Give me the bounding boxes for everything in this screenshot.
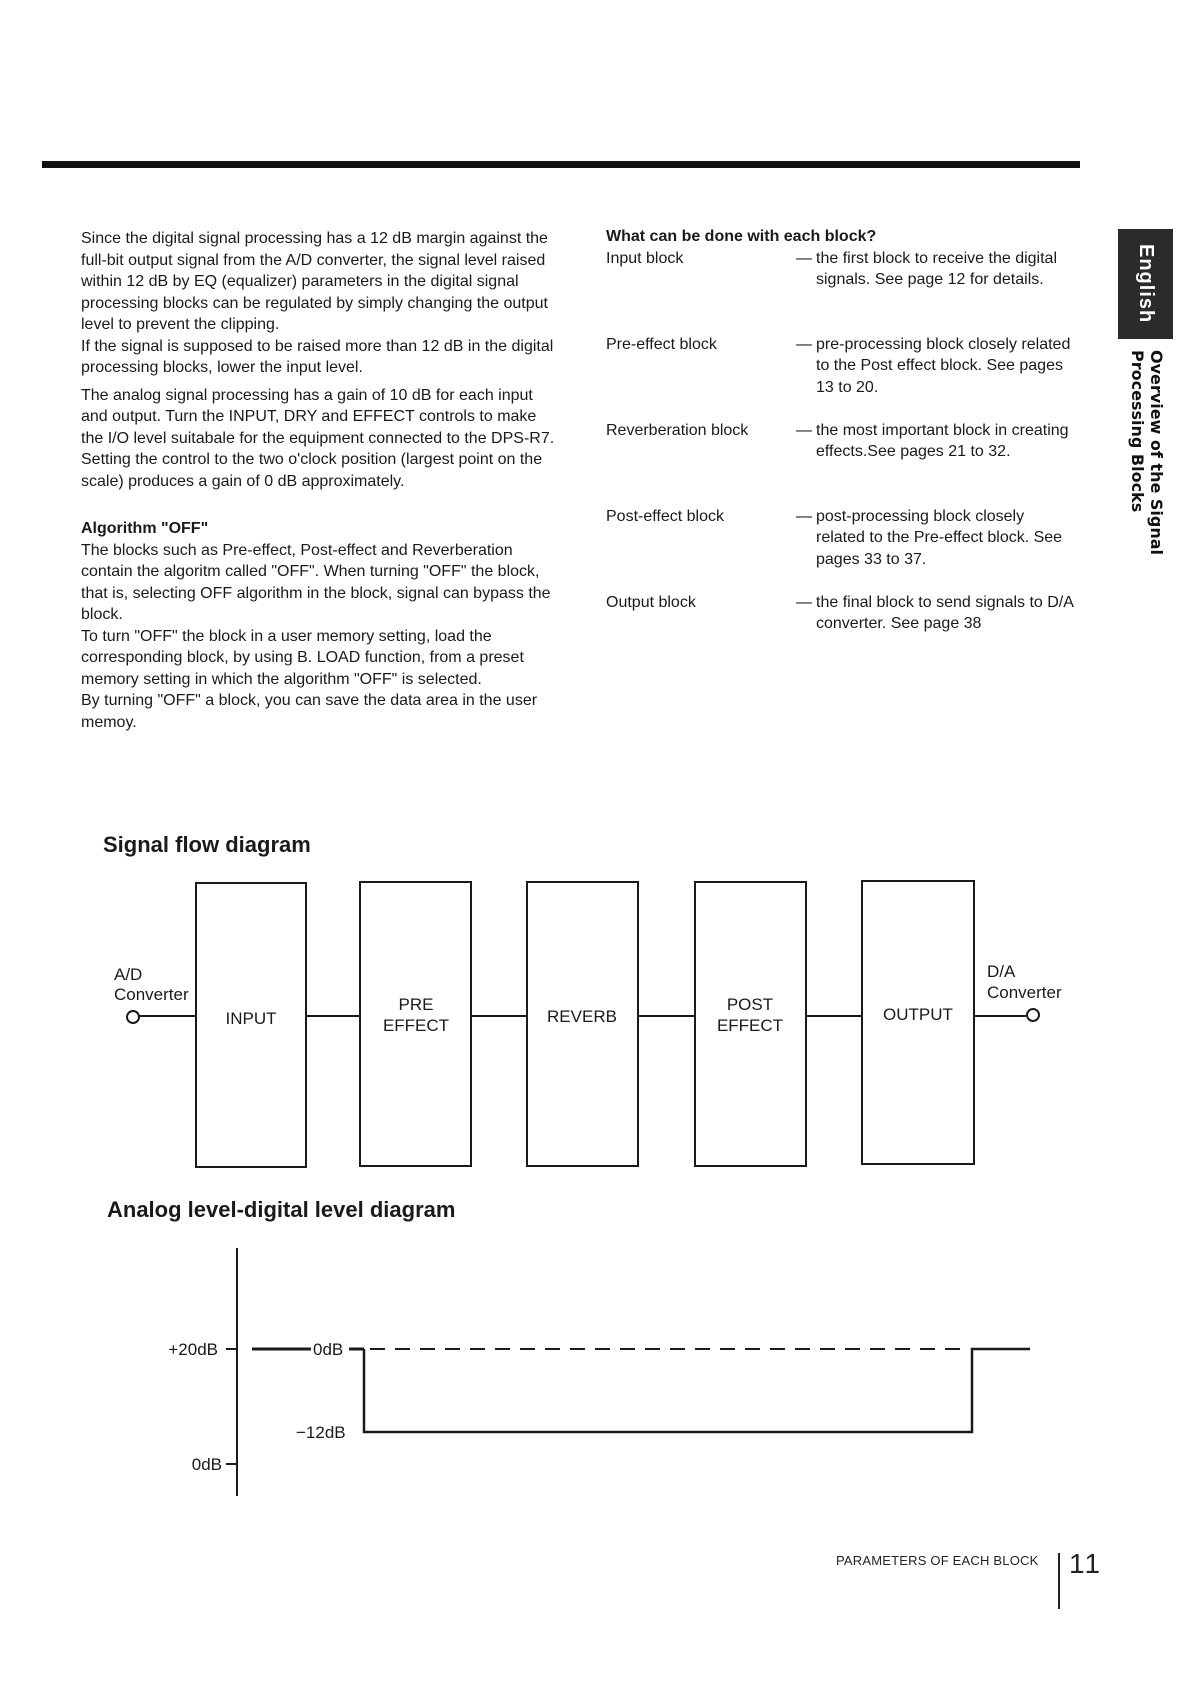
- block-dash: —: [796, 249, 812, 267]
- block-description: the final block to send signals to D/A converter. See page 38: [816, 593, 1074, 632]
- block-dash: —: [796, 421, 812, 439]
- language-tab: English: [1118, 229, 1173, 339]
- block-pre-label-line2: EFFECT: [382, 1016, 450, 1035]
- block-item-input: [606, 248, 1076, 334]
- block-description: post-processing block closely related to the Pre-effect block. See pages 33 to 37.: [816, 507, 1063, 568]
- block-item-post-effect: [606, 506, 1076, 592]
- algorithm-off-paragraph-2: To turn "OFF" the block in a user memory setting, load the corresponding block, by using B. LOAD function, from a preset memory setting in which the algorithm "OFF" is selected.: [81, 627, 524, 688]
- block-output-label: OUTPUT: [883, 1005, 953, 1024]
- algorithm-off-paragraph-3: By turning "OFF" a block, you can save the data area in the user memoy.: [81, 692, 538, 731]
- level-diagram-title: Analog level-digital level diagram: [107, 1197, 456, 1222]
- block-description: pre-processing block closely related to the Post effect block. See pages 13 to 20.: [816, 335, 1071, 396]
- da-label-line2: Converter: [987, 983, 1062, 1002]
- da-terminal-icon: [1027, 1009, 1039, 1021]
- da-label-line1: D/A: [987, 962, 1016, 981]
- block-post-label-line1: POST: [726, 995, 774, 1014]
- label-0db-axis: 0dB: [191, 1455, 222, 1474]
- block-post-label-line2: EFFECT: [716, 1016, 784, 1035]
- block-description: the most important block in creating effects.See pages 21 to 32.: [816, 421, 1069, 460]
- ad-terminal-icon: [127, 1011, 139, 1023]
- label-minus12db: −12dB: [296, 1423, 346, 1442]
- block-dash: —: [796, 593, 812, 611]
- intro-paragraph-2: If the signal is supposed to be raised more than 12 dB in the digital processing blocks, lower the input level.: [81, 337, 554, 376]
- block-reverb: [527, 882, 638, 1166]
- block-reverb-label: REVERB: [547, 1007, 617, 1026]
- block-name: Pre-effect block: [606, 335, 717, 353]
- block-name: Reverberation block: [606, 421, 749, 439]
- block-input: [196, 883, 306, 1167]
- block-name: Output block: [606, 593, 696, 611]
- label-plus20db: +20dB: [168, 1340, 218, 1359]
- block-input-label: INPUT: [225, 1009, 277, 1028]
- block-name: Input block: [606, 249, 684, 267]
- blocks-heading: What can be done with each block?: [606, 228, 877, 245]
- block-dash: —: [796, 335, 812, 353]
- block-output: [862, 881, 974, 1164]
- block-pre-label-line1: PRE: [398, 995, 434, 1014]
- block-description: the first block to receive the digital signals. See page 12 for details.: [816, 249, 1058, 288]
- right-column: [606, 226, 1076, 678]
- footer-section-label: PARAMETERS OF EACH BLOCK: [836, 1553, 1039, 1568]
- block-name: Post-effect block: [606, 507, 724, 525]
- algorithm-off-heading: Algorithm "OFF": [81, 520, 209, 537]
- block-item-reverberation: [606, 420, 1076, 506]
- block-dash: —: [796, 507, 812, 525]
- algorithm-off-paragraph-1: The blocks such as Pre-effect, Post-effect and Reverberation contain the algoritm called "OFF". When turning "OFF" the block, that is, selecting OFF algorithm in the block, signal can bypass the block.: [81, 541, 551, 623]
- block-post-effect: [695, 882, 806, 1166]
- top-rule: [42, 161, 1080, 168]
- left-column: [81, 228, 561, 733]
- footer-rule: [1058, 1553, 1060, 1609]
- intro-paragraph-1: Since the digital signal processing has a 12 dB margin against the full-bit output signal from the A/D converter, the signal level raised within 12 dB by EQ (equalizer) parameters in the digital signal processing blocks can be regulated by simply changing the output level to prevent the clipping.: [81, 230, 548, 333]
- ad-label-line2: Converter: [114, 985, 189, 1004]
- ad-label-line1: A/D: [114, 965, 143, 984]
- page-number: 11: [1069, 1548, 1103, 1579]
- block-pre-effect: [360, 882, 471, 1166]
- signal-flow-title: Signal flow diagram: [103, 832, 311, 857]
- analog-gain-paragraph: The analog signal processing has a gain of 10 dB for each input and output. Turn the INPUT, DRY and EFFECT controls to make the I/O level suitabale for the equipment connected to the DPS-R7. Setting the control to the two o'clock position (largest point on the scale) produces a gain of 0 dB approximately.: [81, 386, 555, 490]
- block-item-output: [606, 592, 1076, 678]
- label-0db-digital: 0dB: [313, 1340, 344, 1359]
- section-side-title: Overview of the Signal Processing Blocks: [1128, 350, 1166, 556]
- digital-level-path: [364, 1349, 1030, 1432]
- block-item-pre-effect: [606, 334, 1076, 420]
